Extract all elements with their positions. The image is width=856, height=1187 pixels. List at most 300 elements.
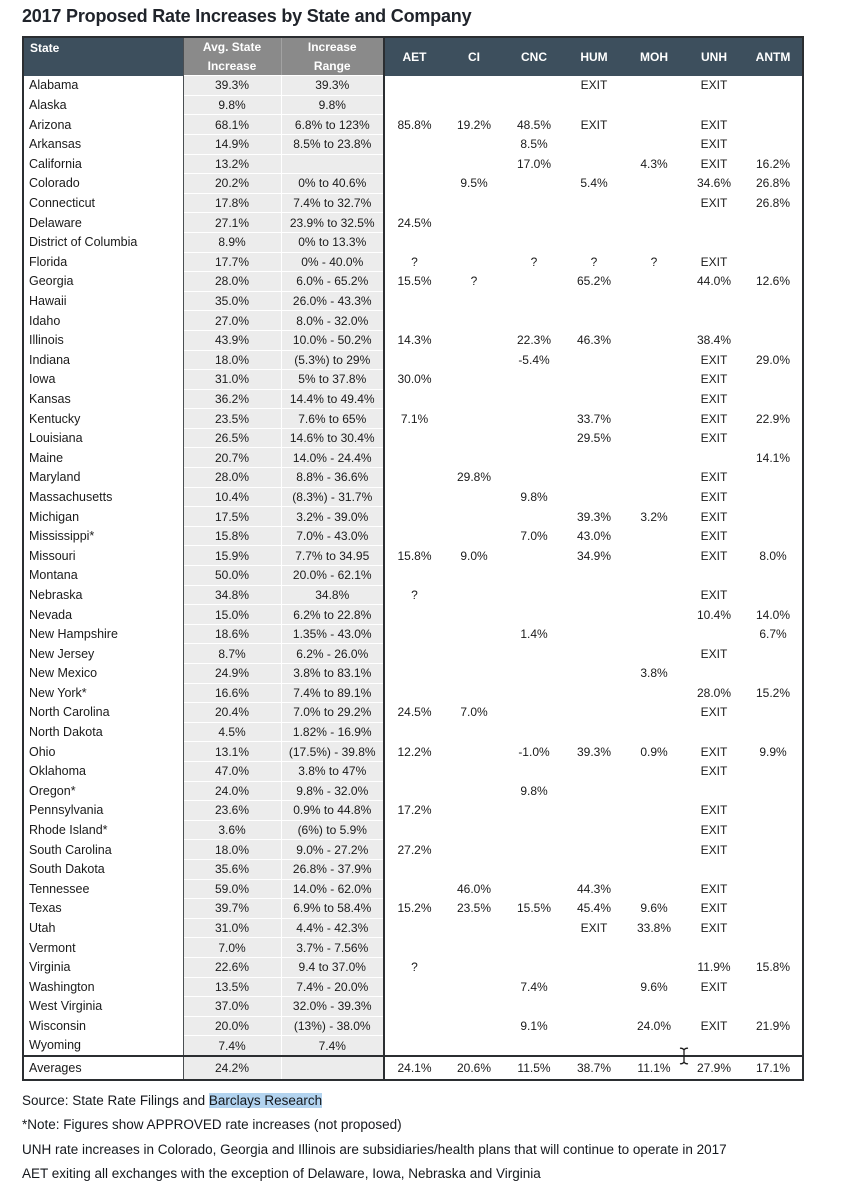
- company-cell: [564, 487, 624, 507]
- col-header-increase-range: Increase Range: [281, 37, 384, 76]
- company-cell: [384, 566, 444, 586]
- company-cell: 45.4%: [576, 901, 612, 916]
- company-cell: 46.0%: [456, 881, 492, 896]
- company-cell: 3.2%: [640, 509, 668, 524]
- company-cell: [444, 683, 504, 703]
- state-cell: Arkansas: [23, 134, 183, 154]
- company-cell: [684, 624, 744, 644]
- company-cell: EXIT: [700, 156, 728, 171]
- company-cell: 11.9%: [697, 960, 731, 975]
- company-cell: [744, 938, 803, 958]
- table-row: [23, 526, 803, 546]
- company-cell: [444, 566, 504, 586]
- company-cell: [744, 487, 803, 507]
- company-cell: [624, 761, 684, 781]
- company-cell: [384, 193, 444, 213]
- company-cell: 29.8%: [456, 470, 492, 485]
- state-cell: Iowa: [23, 370, 183, 390]
- company-cell: [744, 76, 803, 96]
- company-cell: [384, 350, 444, 370]
- increase-range-cell: 9.0% - 27.2%: [281, 840, 384, 860]
- avg-increase-cell: 23.5%: [183, 409, 281, 429]
- avg-increase-cell: 10.4%: [183, 487, 281, 507]
- company-cell: [624, 703, 684, 723]
- company-cell: [684, 566, 744, 586]
- company-cell: [624, 546, 684, 566]
- company-cell: 9.6%: [640, 901, 668, 916]
- company-cell: [624, 957, 684, 977]
- state-cell: Mississippi*: [23, 526, 183, 546]
- company-cell: EXIT: [700, 529, 728, 544]
- averages-company-cell: 20.6%: [444, 1056, 504, 1080]
- table-row: [23, 448, 803, 468]
- state-cell: Pennsylvania: [23, 801, 183, 821]
- company-cell: [444, 409, 504, 429]
- company-cell: [744, 664, 803, 684]
- table-row: [23, 95, 803, 115]
- increase-range-cell: 0% - 40.0%: [281, 252, 384, 272]
- company-cell: [624, 526, 684, 546]
- avg-increase-cell: 43.9%: [183, 330, 281, 350]
- footnotes: [22, 1089, 856, 1187]
- table-row: [23, 389, 803, 409]
- state-cell: Idaho: [23, 311, 183, 331]
- averages-company-cell: 27.9%: [684, 1056, 744, 1080]
- avg-increase-cell: 26.5%: [183, 428, 281, 448]
- company-cell: [564, 624, 624, 644]
- state-cell: District of Columbia: [23, 232, 183, 252]
- avg-increase-cell: 13.2%: [183, 154, 281, 174]
- avg-increase-cell: 31.0%: [183, 370, 281, 390]
- company-cell: [624, 781, 684, 801]
- company-cell: [504, 546, 564, 566]
- company-cell: [504, 879, 564, 899]
- company-cell: 14.1%: [755, 450, 791, 465]
- company-cell: [504, 370, 564, 390]
- state-cell: Utah: [23, 918, 183, 938]
- company-cell: [684, 232, 744, 252]
- company-cell: [444, 389, 504, 409]
- table-row: [23, 272, 803, 292]
- company-cell: [744, 801, 803, 821]
- table-row: [23, 918, 803, 938]
- company-cell: [624, 232, 684, 252]
- table-row: [23, 820, 803, 840]
- state-cell: Georgia: [23, 272, 183, 292]
- table-row: [23, 154, 803, 174]
- averages-range-cell: [281, 1056, 384, 1080]
- table-row: [23, 115, 803, 135]
- company-cell: [684, 448, 744, 468]
- state-cell: South Carolina: [23, 840, 183, 860]
- table-row: [23, 213, 803, 233]
- state-cell: Delaware: [23, 213, 183, 233]
- increase-range-cell: 3.2% - 39.0%: [281, 507, 384, 527]
- table-row: [23, 468, 803, 488]
- company-cell: 4.3%: [640, 156, 668, 171]
- state-cell: Vermont: [23, 938, 183, 958]
- company-cell: [564, 389, 624, 409]
- table-row: [23, 664, 803, 684]
- company-cell: [384, 624, 444, 644]
- table-row: [23, 938, 803, 958]
- company-cell: [444, 761, 504, 781]
- company-cell: EXIT: [580, 78, 608, 93]
- company-cell: [564, 232, 624, 252]
- col-header-aet: AET: [384, 37, 444, 76]
- company-cell: EXIT: [700, 705, 728, 720]
- company-cell: 6.7%: [759, 627, 787, 642]
- company-cell: [504, 938, 564, 958]
- company-cell: [504, 428, 564, 448]
- increase-range-cell: [281, 154, 384, 174]
- table-row: [23, 859, 803, 879]
- company-cell: EXIT: [580, 921, 608, 936]
- avg-increase-cell: 15.9%: [183, 546, 281, 566]
- company-cell: [744, 840, 803, 860]
- company-cell: [744, 232, 803, 252]
- company-cell: [384, 1036, 444, 1056]
- increase-range-cell: 26.8% - 37.9%: [281, 859, 384, 879]
- company-cell: 9.8%: [520, 489, 548, 504]
- company-cell: [564, 977, 624, 997]
- increase-range-cell: 6.2% - 26.0%: [281, 644, 384, 664]
- company-cell: [504, 664, 564, 684]
- avg-increase-cell: 27.0%: [183, 311, 281, 331]
- company-cell: EXIT: [700, 921, 728, 936]
- state-cell: Maine: [23, 448, 183, 468]
- company-cell: [504, 174, 564, 194]
- state-cell: Tennessee: [23, 879, 183, 899]
- increase-range-cell: 20.0% - 62.1%: [281, 566, 384, 586]
- company-cell: [744, 330, 803, 350]
- table-row: [23, 546, 803, 566]
- company-cell: 9.5%: [460, 176, 488, 191]
- company-cell: [564, 213, 624, 233]
- company-cell: [744, 526, 803, 546]
- company-cell: 28.0%: [696, 685, 732, 700]
- company-cell: [504, 918, 564, 938]
- company-cell: EXIT: [700, 842, 728, 857]
- company-cell: 33.7%: [576, 411, 612, 426]
- state-cell: Illinois: [23, 330, 183, 350]
- company-cell: [504, 957, 564, 977]
- company-cell: [624, 311, 684, 331]
- company-cell: [624, 722, 684, 742]
- company-cell: EXIT: [700, 803, 728, 818]
- company-cell: [564, 761, 624, 781]
- company-cell: [444, 448, 504, 468]
- company-cell: 34.6%: [696, 176, 732, 191]
- company-cell: [384, 918, 444, 938]
- company-cell: EXIT: [580, 117, 608, 132]
- state-cell: Maryland: [23, 468, 183, 488]
- avg-increase-cell: 17.8%: [183, 193, 281, 213]
- company-cell: [384, 644, 444, 664]
- company-cell: [684, 95, 744, 115]
- company-cell: [564, 957, 624, 977]
- averages-company-cell: 17.1%: [744, 1056, 803, 1080]
- table-row: [23, 644, 803, 664]
- avg-increase-cell: 4.5%: [183, 722, 281, 742]
- header-row: [23, 37, 803, 76]
- state-cell: Alaska: [23, 95, 183, 115]
- avg-increase-cell: 13.1%: [183, 742, 281, 762]
- col-header-antm: ANTM: [744, 37, 803, 76]
- table-row: [23, 507, 803, 527]
- company-cell: EXIT: [700, 196, 728, 211]
- avg-increase-cell: 14.9%: [183, 134, 281, 154]
- company-cell: 5.4%: [580, 176, 608, 191]
- company-cell: [444, 311, 504, 331]
- company-cell: 17.2%: [397, 803, 432, 818]
- company-cell: [504, 409, 564, 429]
- company-cell: [564, 154, 624, 174]
- table-row: [23, 899, 803, 919]
- company-cell: [624, 487, 684, 507]
- increase-range-cell: 32.0% - 39.3%: [281, 997, 384, 1017]
- company-cell: [384, 938, 444, 958]
- table-row: [23, 409, 803, 429]
- company-cell: [504, 95, 564, 115]
- state-cell: Michigan: [23, 507, 183, 527]
- company-cell: 30.0%: [397, 372, 432, 387]
- company-cell: [744, 252, 803, 272]
- company-cell: [624, 115, 684, 135]
- state-cell: Virginia: [23, 957, 183, 977]
- company-cell: [504, 997, 564, 1017]
- company-cell: 19.2%: [456, 117, 492, 132]
- table-row: [23, 193, 803, 213]
- company-cell: [744, 644, 803, 664]
- company-cell: 7.1%: [400, 411, 429, 426]
- company-cell: 9.8%: [520, 783, 548, 798]
- company-cell: [564, 1016, 624, 1036]
- company-cell: 1.4%: [520, 627, 548, 642]
- state-cell: Alabama: [23, 76, 183, 96]
- company-cell: [744, 703, 803, 723]
- company-cell: -1.0%: [518, 744, 550, 759]
- averages-company-cell: 11.1%: [624, 1056, 684, 1080]
- avg-increase-cell: 34.8%: [183, 585, 281, 605]
- company-cell: [624, 174, 684, 194]
- company-cell: [444, 487, 504, 507]
- table-row: [23, 801, 803, 821]
- table-row: [23, 350, 803, 370]
- company-cell: [624, 859, 684, 879]
- company-cell: EXIT: [700, 901, 728, 916]
- state-cell: Kentucky: [23, 409, 183, 429]
- increase-range-cell: 34.8%: [281, 585, 384, 605]
- avg-increase-cell: 68.1%: [183, 115, 281, 135]
- company-cell: [564, 311, 624, 331]
- company-cell: ?: [411, 254, 418, 269]
- state-cell: South Dakota: [23, 859, 183, 879]
- company-cell: [444, 507, 504, 527]
- company-cell: [564, 468, 624, 488]
- company-cell: 44.0%: [696, 274, 732, 289]
- company-cell: [684, 1036, 744, 1056]
- company-cell: [444, 840, 504, 860]
- state-cell: Florida: [23, 252, 183, 272]
- company-cell: 0.9%: [640, 744, 668, 759]
- company-cell: [564, 566, 624, 586]
- company-cell: 21.9%: [755, 1018, 791, 1033]
- state-cell: Indiana: [23, 350, 183, 370]
- avg-increase-cell: 18.0%: [183, 840, 281, 860]
- company-cell: [384, 468, 444, 488]
- company-cell: [444, 213, 504, 233]
- avg-increase-cell: 24.0%: [183, 781, 281, 801]
- increase-range-cell: 8.5% to 23.8%: [281, 134, 384, 154]
- table-row: [23, 624, 803, 644]
- company-cell: [624, 428, 684, 448]
- company-cell: 34.9%: [576, 548, 612, 563]
- company-cell: [384, 154, 444, 174]
- company-cell: [384, 76, 444, 96]
- increase-range-cell: 3.8% to 47%: [281, 761, 384, 781]
- company-cell: [504, 311, 564, 331]
- company-cell: ?: [590, 254, 598, 269]
- table-row: [23, 879, 803, 899]
- state-cell: West Virginia: [23, 997, 183, 1017]
- company-cell: [444, 154, 504, 174]
- company-cell: [444, 644, 504, 664]
- company-cell: [444, 742, 504, 762]
- company-cell: 15.2%: [397, 901, 432, 916]
- table-row: [23, 291, 803, 311]
- company-cell: [384, 820, 444, 840]
- company-cell: 29.5%: [576, 431, 612, 446]
- company-cell: [684, 213, 744, 233]
- table-row: [23, 1016, 803, 1036]
- company-cell: 16.2%: [755, 156, 791, 171]
- company-cell: [444, 801, 504, 821]
- company-cell: 12.2%: [397, 744, 432, 759]
- company-cell: EXIT: [700, 646, 728, 661]
- table-row: [23, 605, 803, 625]
- company-cell: EXIT: [700, 254, 728, 269]
- company-cell: [564, 859, 624, 879]
- company-cell: 15.8%: [397, 548, 432, 563]
- company-cell: [504, 76, 564, 96]
- increase-range-cell: 39.3%: [281, 76, 384, 96]
- avg-increase-cell: 8.9%: [183, 232, 281, 252]
- increase-range-cell: 7.7% to 34.95: [281, 546, 384, 566]
- state-cell: Montana: [23, 566, 183, 586]
- company-cell: [444, 193, 504, 213]
- company-cell: [624, 801, 684, 821]
- company-cell: [504, 389, 564, 409]
- company-cell: [504, 820, 564, 840]
- avg-increase-cell: 28.0%: [183, 272, 281, 292]
- company-cell: [684, 722, 744, 742]
- page-title: 2017 Proposed Rate Increases by State and Company: [22, 6, 472, 26]
- company-cell: [564, 997, 624, 1017]
- company-cell: ?: [411, 587, 418, 602]
- company-cell: ?: [650, 254, 658, 269]
- company-cell: [744, 879, 803, 899]
- increase-range-cell: 5% to 37.8%: [281, 370, 384, 390]
- company-cell: 44.3%: [576, 881, 612, 896]
- table-row: [23, 370, 803, 390]
- note-aet: AET exiting all exchanges with the exception of Delaware, Iowa, Nebraska and Virginia: [22, 1166, 541, 1182]
- company-cell: [444, 330, 504, 350]
- company-cell: [564, 703, 624, 723]
- state-cell: Arizona: [23, 115, 183, 135]
- company-cell: EXIT: [700, 411, 728, 426]
- increase-range-cell: 9.8% - 32.0%: [281, 781, 384, 801]
- increase-range-cell: (17.5%) - 39.8%: [281, 742, 384, 762]
- averages-company-cell: 11.5%: [504, 1056, 564, 1080]
- company-cell: 85.8%: [397, 117, 432, 132]
- company-cell: [744, 781, 803, 801]
- company-cell: [624, 291, 684, 311]
- company-cell: [564, 781, 624, 801]
- company-cell: [444, 350, 504, 370]
- company-cell: [444, 859, 504, 879]
- company-cell: 7.4%: [520, 979, 548, 994]
- company-cell: [744, 859, 803, 879]
- company-cell: [564, 193, 624, 213]
- averages-company-cell: 24.1%: [384, 1056, 444, 1080]
- table-row: [23, 585, 803, 605]
- company-cell: [624, 879, 684, 899]
- company-cell: [684, 781, 744, 801]
- state-cell: Texas: [23, 899, 183, 919]
- table-row: [23, 722, 803, 742]
- increase-range-cell: 23.9% to 32.5%: [281, 213, 384, 233]
- company-cell: [384, 507, 444, 527]
- company-cell: EXIT: [700, 352, 728, 367]
- company-cell: 24.5%: [397, 215, 432, 230]
- table-row: [23, 957, 803, 977]
- company-cell: [624, 683, 684, 703]
- avg-increase-cell: 50.0%: [183, 566, 281, 586]
- company-cell: EXIT: [700, 881, 728, 896]
- table-row: [23, 76, 803, 96]
- company-cell: [384, 781, 444, 801]
- company-cell: [564, 840, 624, 860]
- company-cell: [744, 977, 803, 997]
- company-cell: 27.2%: [397, 842, 432, 857]
- company-cell: [444, 76, 504, 96]
- company-cell: [564, 722, 624, 742]
- company-cell: [444, 428, 504, 448]
- company-cell: 22.3%: [516, 333, 552, 348]
- increase-range-cell: 7.4%: [281, 1036, 384, 1056]
- company-cell: [624, 468, 684, 488]
- table-row: [23, 428, 803, 448]
- company-cell: [744, 899, 803, 919]
- company-cell: EXIT: [700, 764, 728, 779]
- company-cell: 8.5%: [520, 137, 548, 152]
- company-cell: 23.5%: [456, 901, 492, 916]
- state-cell: Colorado: [23, 174, 183, 194]
- avg-increase-cell: 39.7%: [183, 899, 281, 919]
- company-cell: 15.5%: [516, 901, 552, 916]
- table-row: [23, 683, 803, 703]
- col-header-unh: UNH: [684, 37, 744, 76]
- company-cell: [624, 76, 684, 96]
- avg-increase-cell: 27.1%: [183, 213, 281, 233]
- company-cell: ?: [530, 254, 538, 269]
- company-cell: [384, 879, 444, 899]
- increase-range-cell: 26.0% - 43.3%: [281, 291, 384, 311]
- table-row: [23, 977, 803, 997]
- company-cell: [504, 605, 564, 625]
- company-cell: [504, 291, 564, 311]
